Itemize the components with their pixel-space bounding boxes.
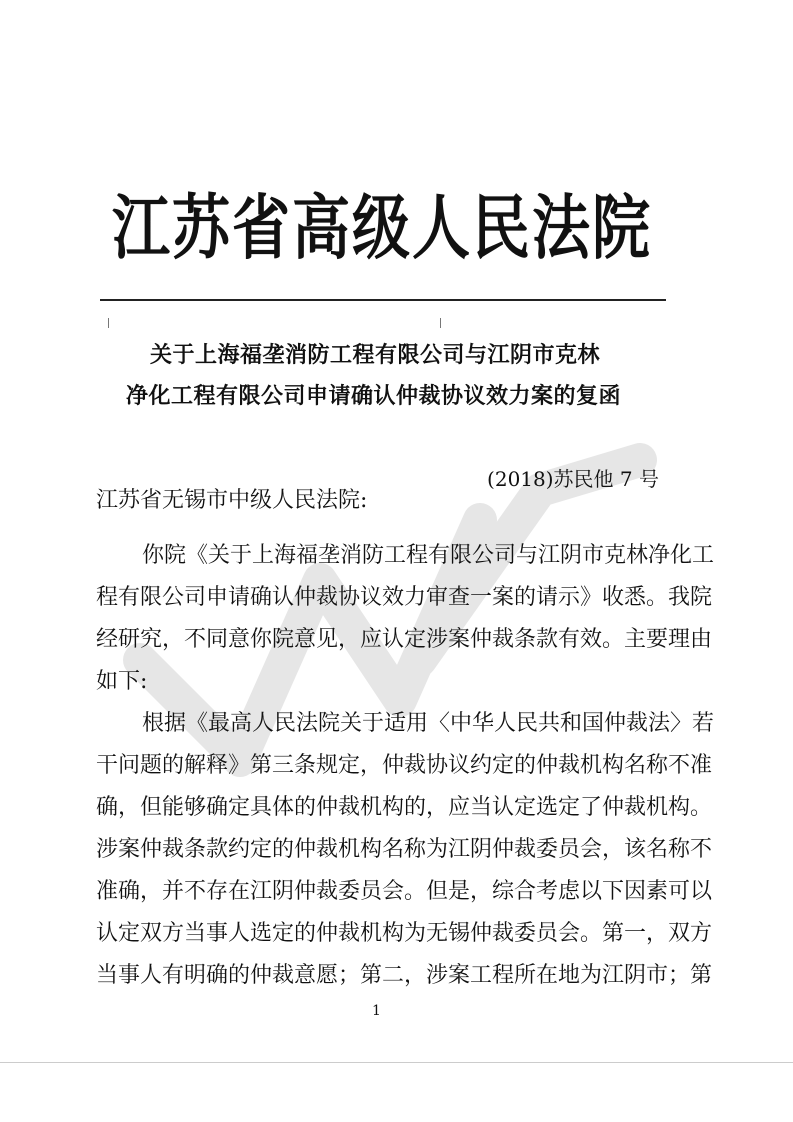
title-line-1: 关于上海福垄消防工程有限公司与江阴市克林 (150, 342, 601, 368)
body-line: 经研究，不同意你院意见，应认定涉案仲裁条款有效。主要理由 (96, 627, 713, 652)
title-line-2: 净化工程有限公司申请确认仲裁协议效力案的复函 (126, 383, 622, 409)
body-line: 如下: (96, 669, 148, 694)
page-number: 1 (372, 1003, 381, 1019)
body-line: 确，但能够确定具体的仲裁机构的，应当认定选定了仲裁机构。 (96, 795, 713, 820)
addressee: 江苏省无锡市中级人民法院: (96, 488, 368, 513)
body-line: 认定双方当事人选定的仲裁机构为无锡仲裁委员会。第一，双方 (96, 921, 713, 946)
court-name-heading: 江苏省高级人民法院 (112, 187, 653, 269)
scan-edge (0, 1062, 793, 1063)
scan-mark (108, 318, 109, 328)
reference-number: (2018)苏民他 7 号 (487, 467, 659, 491)
scan-mark (440, 318, 441, 328)
body-line: 干问题的解释》第三条规定，仲裁协议约定的仲裁机构名称不准 (96, 753, 713, 778)
body-line: 涉案仲裁条款约定的仲裁机构名称为江阴仲裁委员会，该名称不 (96, 837, 713, 862)
body-line: 当事人有明确的仲裁意愿；第二，涉案工程所在地为江阴市；第 (96, 963, 713, 988)
body-line: 准确，并不存在江阴仲裁委员会。但是，综合考虑以下因素可以 (96, 879, 713, 904)
body-line: 你院《关于上海福垄消防工程有限公司与江阴市克林净化工 (142, 543, 715, 568)
body-line: 根据《最高人民法院关于适用〈中华人民共和国仲裁法〉若 (142, 711, 715, 736)
body-line: 程有限公司申请确认仲裁协议效力审查一案的请示》收悉。我院 (96, 585, 713, 610)
header-divider (100, 299, 666, 301)
